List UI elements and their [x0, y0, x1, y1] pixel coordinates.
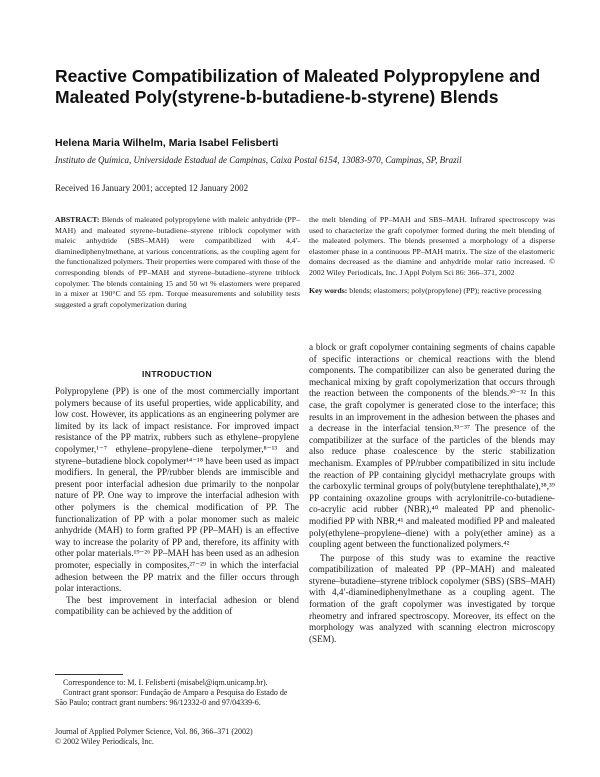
abstract-label: ABSTRACT:: [55, 215, 100, 224]
abstract-text-left: Blends of maleated polypropylene with maleic anhydride (PP–MAH) and maleated styrene–butadiene–styrene triblock copolymer with maleic anhydride (SBS–MAH) were compatibilized with 4,4′-diaminediphenylmethane, at various concentrations, as the coupling agent for the functionalized polymers. Their properties were compared with those of the corresponding blends of PP–MAH and styrene–butadiene–styrene triblock copolymer. The blends containing 15 and 50 wt % elastomers were prepared in a mixer at 190°C and 55 rpm. Torque measurements and solubility tests suggested a graft copolymerization during: [55, 215, 300, 309]
keywords-text: blends; elastomers; poly(propylene) (PP); reactive processing: [349, 285, 542, 295]
title-line-2: Maleated Poly(styrene-b-butadiene-b-styrene) Blends: [55, 87, 499, 107]
footnotes: [55, 674, 299, 708]
body-column-left: [55, 368, 299, 618]
section-heading-introduction: INTRODUCTION: [142, 369, 212, 379]
journal-citation: Journal of Applied Polymer Science, Vol. 86, 366–371 (2002): [55, 727, 253, 736]
article-title: [55, 66, 555, 108]
abstract-text-right: the melt blending of PP–MAH and SBS–MAH. Infrared spectroscopy was used to characterize the graft copolymer formed during the melt blending of the maleated polymers. The blends presented a morphology of a disperse elastomer phase in a continuous PP–MAH matrix. The size of the elastomeric domains decreased as the diamine and anhydride molar ratio increased. © 2002 Wiley Periodicals, Inc. J Appl Polym Sci 86: 366–371, 2002: [309, 215, 555, 277]
journal-info: [55, 727, 299, 747]
copyright: © 2002 Wiley Periodicals, Inc.: [55, 737, 154, 746]
abstract-right: [309, 215, 555, 296]
intro-paragraph-3: The purpose of this study was to examine the reactive compatibilization of maleated PP (PP–MAH) and maleated styrene–butadiene–styrene triblock copolymer (SBS) (SBS–MAH) with 4,4′-diaminediphenylmethane as a coupling agent. The formation of the graft copolymer was investigated by torque rheometry and infrared spectroscopy. Moreover, its effect on the morphology was analyzed with scanning electron microscopy (SEM).: [309, 552, 555, 644]
keywords-label: Key words:: [309, 285, 348, 295]
title-line-1: Reactive Compatibilization of Maleated Polypropylene and: [55, 66, 541, 86]
affiliation: Instituto de Química, Universidade Estadual de Campinas, Caixa Postal 6154, 13083-970, Campinas, SP, Brazil: [55, 155, 462, 165]
abstract-left: [55, 215, 300, 310]
author-list: Helena Maria Wilhelm, Maria Isabel Felisberti: [55, 137, 279, 149]
intro-paragraph-2-cont: a block or graft copolymer containing segments of chains capable of specific interactions or chemical reactions with the blend components. The compatibilizer can also be generated during the mechanical mixing by graft copolymerization that occurs through the reaction between the components of the blends.³⁰⁻³² In this case, the graft copolymer is generated close to the interface; this results in an improvement in the adhesion between the phases and a decrease in the interfacial tension.³³⁻³⁷ The presence of the compatibilizer at the surface of the particles of the blends may also reduce phase coalescence by the steric stabilization mechanism. Examples of PP/rubber compatibilized in situ include the reaction of PP containing glycidyl methacrylate groups with the carboxylic terminal groups of poly(butylene terephthalate),³⁸,³⁹ PP containing oxazoline groups with acrylonitrile-co-butadiene-co-acrylic acid rubber (NBR),⁴⁰ maleated PP and phenolic-modified PP with NBR,⁴¹ and maleated modified PP and maleated poly(ethylene–propylene–diene) with a poly(ether amine) as a coupling agent between the functionalized polymers.⁴²: [309, 342, 555, 550]
intro-paragraph-1: Polypropylene (PP) is one of the most commercially important polymers because of its useful properties, wide applicability, and low cost. However, its applications as an engineering polymer are limited by its lack of impact resistance. For improved impact resistance of the PP matrix, rubbers such as ethylene–propylene copolymer,¹⁻⁷ ethylene–propylene–diene terpolymer,⁸⁻¹³ and styrene–butadiene block copolymer¹⁴⁻¹⁸ have been used as impact modifiers. In general, the PP/rubber blends are immiscible and present poor interfacial adhesion due primarily to the nonpolar nature of PP. One way to improve the interfacial adhesion with other polymers is the chemical modification of PP. The functionalization of PP with a polar monomer such as maleic anhydride (MAH) to form grafted PP (PP–MAH) is an effective way to increase the polarity of PP and, therefore, its affinity with other polar materials.¹⁹⁻²⁶ PP–MAH has been used as an adhesion promoter, especially in composites,²⁷⁻²⁹ in which the interfacial adhesion between the PP matrix and the filler occurs through polar interactions.: [55, 386, 299, 594]
intro-paragraph-2: The best improvement in interfacial adhesion or blend compatibility can be achieved by the addition of: [55, 594, 299, 617]
correspondence-note: Correspondence to: M. I. Felisberti (misabel@iqm.unicamp.br).: [63, 678, 268, 687]
keywords: [309, 286, 555, 297]
grant-note: Contract grant sponsor: Fundação de Amparo a Pesquisa do Estado de São Paulo; contract grant numbers: 96/12332-0 and 97/04339-6.: [55, 688, 288, 707]
body-column-right: [309, 342, 555, 645]
footnote-rule: [55, 674, 123, 675]
received-date: Received 16 January 2001; accepted 12 January 2002: [55, 183, 249, 193]
